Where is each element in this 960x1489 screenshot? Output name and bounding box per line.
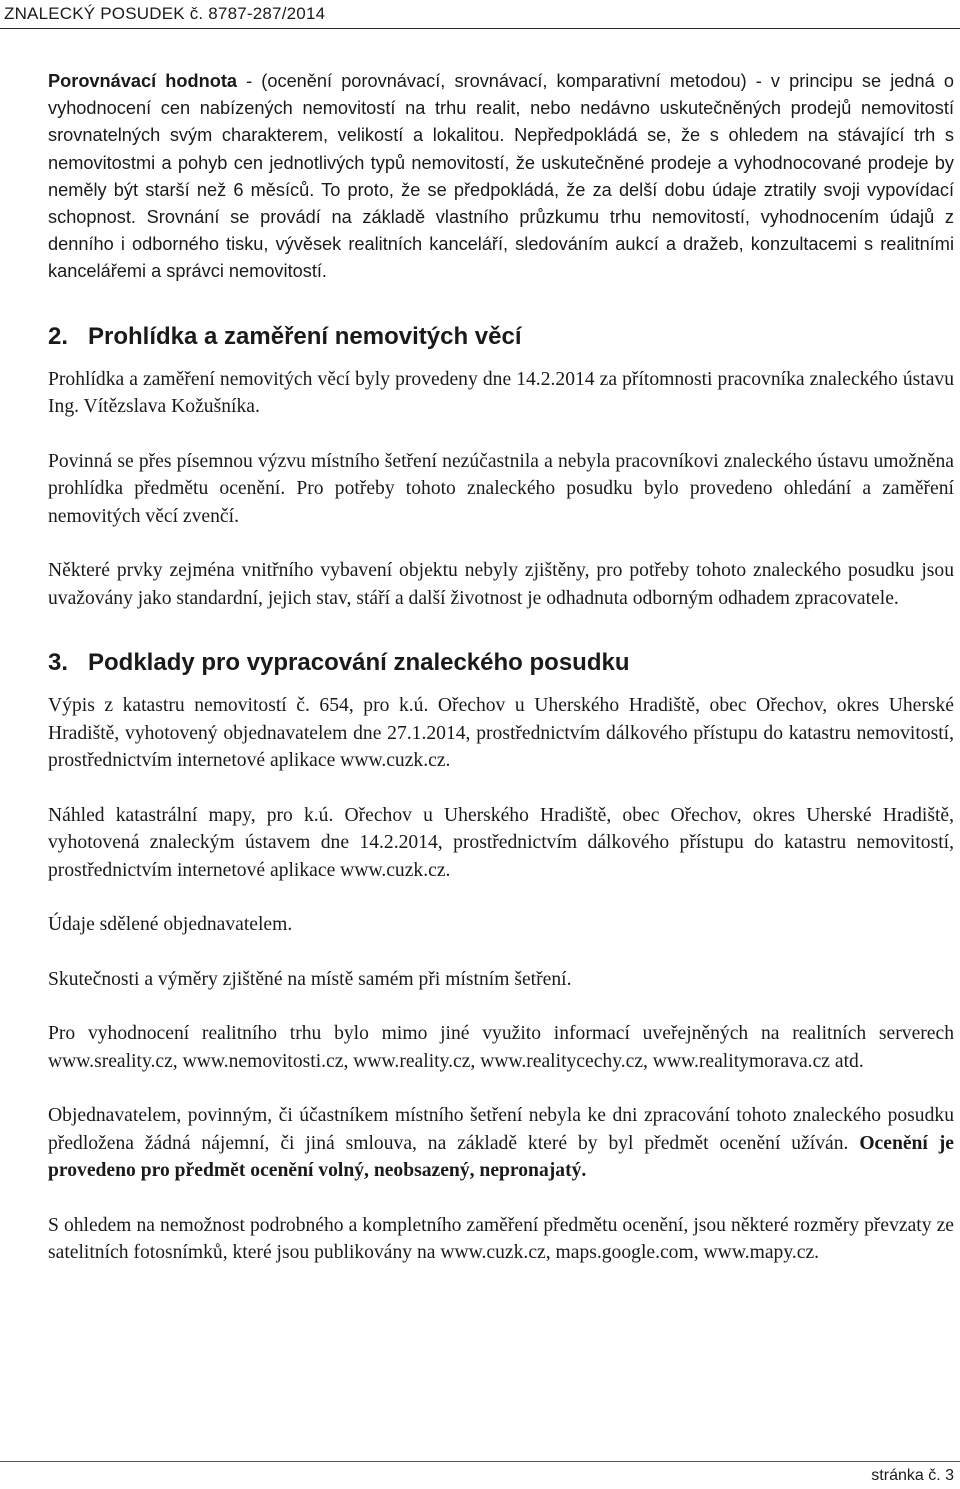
section-2-paragraph: Povinná se přes písemnou výzvu místního šetření nezúčastnila a nebyla pracovníkovi znaleckého ústavu umožněna prohlídka předmětu ocenění. Pro potřeby tohoto znaleckého posudku bylo provedeno ohledání a zaměření nemovitých věcí zvenčí. (48, 450, 954, 527)
closing-paragraph: S ohledem na nemožnost podrobného a kompletního zaměření předmětu ocenění, jsou některé rozměry převzaty ze satelitních fotosnímků, které jsou publikovány na www.cuzk.cz, maps.google.com, www.mapy.cz. (48, 1214, 954, 1264)
intro-definition: - (ocenění porovnávací, srovnávací, komparativní metodou) - v principu se jedná o vyhodnocení cen nabízených nemovitostí na trhu realit, nebo nedávno uskutečněných prodejů nemovitostí srovnatelných svým charakterem, velikostí a lokalitou. Nepředpokládá se, že s ohledem na stávající trh s nemovitostmi a pohyb cen jednotlivých typů nemovitostí, že uskutečněné prodeje a vyhodnocované prodeje by neměly být starší než 6 měsíců. To proto, že se předpokládá, že za delší dobu údaje ztratily svoji vypovídací schopnost. Srovnání se provádí na základě vlastního průzkumu trhu nemovitostí, vyhodnocením údajů z denního i odborného tisku, vývěsek realitních kanceláří, sledováním aukcí a dražeb, konzultacemi s realitními kancelářemi a správci nemovitostí. (48, 71, 954, 282)
section-3-paragraph: Skutečnosti a výměry zjištěné na místě samém při místním šetření. (48, 968, 572, 990)
intro-paragraph (48, 68, 954, 286)
footer-divider (0, 1461, 960, 1462)
header-divider (0, 28, 960, 29)
section-2-title: Prohlídka a zaměření nemovitých věcí (88, 322, 522, 350)
document-title: ZNALECKÝ POSUDEK č. 8787-287/2014 (4, 4, 326, 23)
page-header (0, 0, 960, 30)
intro-term: Porovnávací hodnota (48, 71, 238, 91)
section-2-paragraph: Některé prvky zejména vnitřního vybavení objektu nebyly zjištěny, pro potřeby tohoto znaleckého posudku jsou uvažovány jako standardní, jejich stav, stáří a další životnost je odhadnuta odborným odhadem zpracovatele. (48, 560, 954, 609)
ownership-note-emphasis: Ocenění je provedeno pro předmět ocenění volný, neobsazený, nepronajatý. (48, 1132, 954, 1182)
section-2-paragraph: Prohlídka a zaměření nemovitých věcí byly provedeny dne 14.2.2014 za přítomnosti pracovníka znaleckého ústavu Ing. Vítězslava Kožušníka. (48, 368, 954, 418)
section-3-title: Podklady pro vypracování znaleckého posudku (88, 649, 630, 677)
section-3-heading (48, 648, 954, 678)
section-3-number: 3. (48, 649, 69, 677)
section-3-paragraph: Náhled katastrální mapy, pro k.ú. Ořechov u Uherského Hradiště, obec Ořechov, okres Uherské Hradiště, vyhotovená znaleckým ústavem dne 14.2.2014, prostřednictvím dálkového přístupu do katastru nemovitostí, prostřednictvím internetové aplikace www.cuzk.cz. (48, 804, 954, 881)
section-3-paragraph: Údaje sdělené objednavatelem. (48, 914, 293, 936)
page-number: stránka č. 3 (871, 1467, 954, 1484)
section-2-number: 2. (48, 322, 69, 350)
section-3-paragraph: Pro vyhodnocení realitního trhu bylo mimo jiné využito informací uveřejněných na realitních serverech www.sreality.cz, www.nemovitosti.cz, www.reality.cz, www.realitycechy.cz, www.realitymorava.cz atd. (48, 1023, 954, 1072)
ownership-note-text: Objednavatelem, povinným, či účastníkem místního šetření nebyla ke dni zpracování tohoto znaleckého posudku předložena žádná nájemní, či jiná smlouva, na základě které by byl předmět ocenění užíván. (48, 1105, 954, 1154)
ownership-note (48, 1102, 954, 1185)
section-3-paragraph: Výpis z katastru nemovitostí č. 654, pro k.ú. Ořechov u Uherského Hradiště, obec Ořechov, okres Uherské Hradiště, vyhotovený objednavatelem dne 27.1.2014, prostřednictvím dálkového přístupu do katastru nemovitostí, prostřednictvím internetové aplikace www.cuzk.cz. (48, 695, 954, 772)
section-2-heading (48, 322, 954, 352)
page-content (48, 68, 954, 1267)
